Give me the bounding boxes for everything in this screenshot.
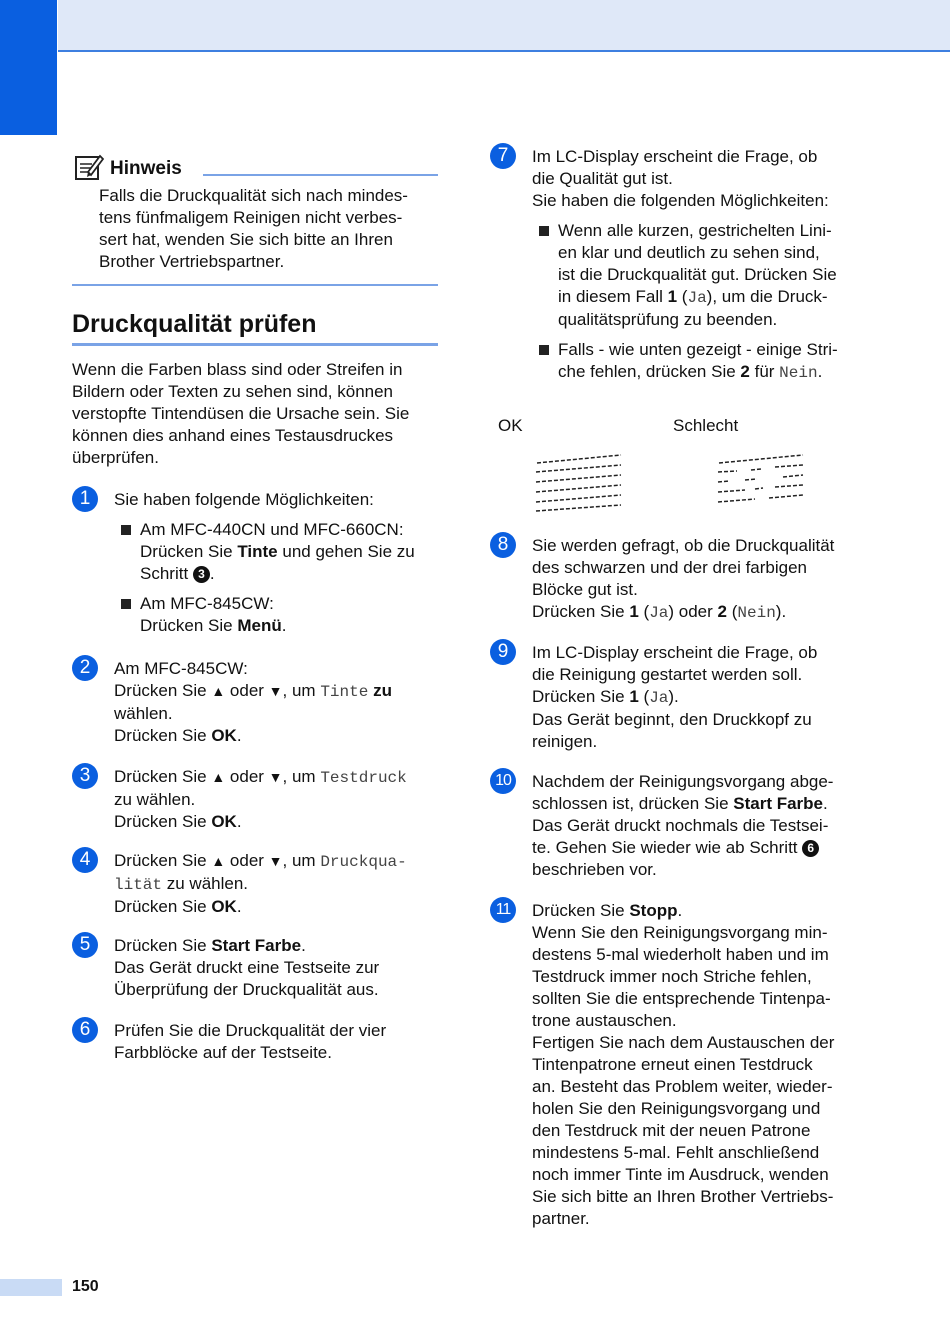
down-arrow-icon: ▼ — [268, 853, 283, 869]
step-10 — [495, 771, 872, 881]
up-arrow-icon: ▲ — [211, 769, 226, 785]
heading-underline — [72, 343, 438, 346]
bullet-line: Falls - wie unten gezeigt - einige Stri- — [558, 340, 838, 359]
step-number: 8 — [490, 532, 516, 558]
up-arrow-icon: ▲ — [211, 683, 226, 699]
step-reference: 3 — [193, 566, 210, 583]
bullet-line: Am MFC-440CN und MFC-660CN: — [140, 520, 404, 539]
bullet-line: qualitätsprüfung zu beenden. — [558, 310, 778, 329]
step-text: Sie haben folgende Möglichkeiten: — [114, 490, 374, 509]
step-7 — [497, 145, 872, 392]
note-divider — [203, 174, 438, 176]
step-line: beschrieben vor. — [532, 860, 657, 879]
step-number: 4 — [72, 847, 98, 873]
good-print-pattern — [533, 449, 625, 513]
step-1 — [79, 488, 444, 645]
step-line: Tintenpatrone erneut einen Testdruck — [532, 1055, 813, 1074]
bullet-line: Am MFC-845CW: — [140, 594, 274, 613]
step-line: lität zu wählen. — [114, 874, 249, 894]
step-line: Testdruck immer noch Striche fehlen, — [532, 967, 812, 986]
step-line: die Reinigung gestartet werden soll. — [532, 665, 803, 684]
step-line: holen Sie den Reinigungsvorgang und — [532, 1099, 821, 1118]
step-number: 11 — [490, 897, 516, 923]
up-arrow-icon: ▲ — [211, 853, 226, 869]
step-line: zu wählen. — [114, 790, 196, 809]
section-heading: Druckqualität prüfen — [72, 310, 317, 338]
step-4 — [79, 849, 444, 918]
step-line: Drücken Sie OK. — [114, 812, 242, 831]
step-line: te. Gehen Sie wieder wie ab Schritt 6 — [532, 837, 872, 859]
bullet-line: che fehlen, drücken Sie 2 für Nein. — [558, 362, 823, 382]
step-line: sollten Sie die entsprechende Tintenpa- — [532, 989, 831, 1008]
step-number: 2 — [72, 655, 98, 681]
step-line: Im LC-Display erscheint die Frage, ob — [532, 643, 818, 662]
page-number: 150 — [72, 1278, 99, 1295]
step-line: Drücken Sie ▲ oder ▼, um Testdruck — [114, 767, 407, 787]
step-8 — [497, 534, 872, 624]
step-line: Drücken Sie Stopp. — [532, 901, 683, 920]
step-line: an. Besteht das Problem weiter, wieder- — [532, 1077, 833, 1096]
note-header — [74, 152, 182, 182]
step-line: Drücken Sie OK. — [114, 897, 242, 916]
note-line: sert hat, wenden Sie sich bitte an Ihren — [99, 230, 393, 249]
step-line: Nachdem der Reinigungsvorgang abge- — [532, 772, 834, 791]
header-bar — [58, 0, 950, 52]
step-number: 7 — [490, 143, 516, 169]
bullet-line: en klar und deutlich zu sehen sind, — [558, 243, 820, 262]
intro-line: überprüfen. — [72, 448, 159, 467]
intro-line: können dies anhand eines Testausdruckes — [72, 426, 394, 445]
step-line: Sie sich bitte an Ihren Brother Vertriebs- — [532, 1187, 834, 1206]
bullet-square-icon — [121, 599, 131, 609]
step-line: destens 5-mal wiederholt haben und im — [532, 945, 829, 964]
bullet-line: Drücken Sie Tinte und gehen Sie zu — [140, 542, 415, 561]
step-number: 9 — [490, 639, 516, 665]
step-9 — [497, 641, 872, 753]
bullet-line: Drücken Sie Menü. — [140, 616, 287, 635]
bullet-line: in diesem Fall 1 (Ja), um die Druck- — [558, 287, 828, 307]
step-line: Das Gerät beginnt, den Druckkopf zu — [532, 710, 812, 729]
step-line: die Qualität gut ist. — [532, 169, 673, 188]
note-line: Falls die Druckqualität sich nach mindes- — [99, 186, 408, 205]
note-pencil-icon — [74, 152, 104, 182]
down-arrow-icon: ▼ — [268, 769, 283, 785]
step-3 — [79, 765, 444, 833]
step-line: Drücken Sie Start Farbe. — [114, 936, 306, 955]
step-line: Fertigen Sie nach dem Austauschen der — [532, 1033, 835, 1052]
step-line: schlossen ist, drücken Sie Start Farbe. — [532, 794, 828, 813]
step-2 — [79, 657, 444, 747]
step-line: Drücken Sie 1 (Ja). — [532, 687, 679, 707]
step-line: Sie werden gefragt, ob die Druckqualität — [532, 536, 835, 555]
intro-line: Bildern oder Texten zu sehen sind, können — [72, 382, 394, 401]
bullet-item — [532, 220, 872, 331]
step-reference: 6 — [802, 840, 819, 857]
bad-print-pattern — [715, 449, 807, 513]
step-number: 3 — [72, 763, 98, 789]
chapter-tab — [0, 0, 57, 135]
bullet-item — [532, 339, 872, 384]
step-line: des schwarzen und der drei farbigen — [532, 558, 807, 577]
step-line: Sie haben die folgenden Möglichkeiten: — [532, 191, 829, 210]
step-line: Prüfen Sie die Druckqualität der vier — [114, 1021, 387, 1040]
step-line: noch immer Tinte im Ausdruck, wenden — [532, 1165, 829, 1184]
step-line: Drücken Sie 1 (Ja) oder 2 (Nein). — [532, 602, 787, 622]
footer-bar — [0, 1279, 62, 1296]
step-line: Am MFC-845CW: — [114, 659, 248, 678]
step-6 — [79, 1019, 444, 1064]
step-5 — [79, 934, 444, 1001]
step-line: partner. — [532, 1209, 590, 1228]
step-number: 10 — [490, 768, 516, 794]
note-line: tens fünfmaligem Reinigen nicht verbes- — [99, 208, 403, 227]
step-line: Das Gerät druckt nochmals die Testsei- — [532, 816, 829, 835]
step-line: Farbblöcke auf der Testseite. — [114, 1043, 332, 1062]
step-line: reinigen. — [532, 732, 598, 751]
label-ok: OK — [498, 416, 523, 435]
step-line: Überprüfung der Druckqualität aus. — [114, 980, 379, 999]
step-line: mindestens 5-mal. Fehlt anschließend — [532, 1143, 820, 1162]
bullet-square-icon — [121, 525, 131, 535]
step-line: Im LC-Display erscheint die Frage, ob — [532, 147, 818, 166]
step-line: Drücken Sie ▲ oder ▼, um Druckqua- — [114, 851, 407, 871]
bullet-line: ist die Druckqualität gut. Drücken Sie — [558, 265, 837, 284]
down-arrow-icon: ▼ — [268, 683, 283, 699]
step-line: trone austauschen. — [532, 1011, 677, 1030]
intro-line: verstopfte Tintendüsen die Ursache sein. Sie — [72, 404, 410, 423]
bullet-square-icon — [539, 226, 549, 236]
step-number: 1 — [72, 486, 98, 512]
intro-paragraph — [72, 359, 442, 469]
note-body — [99, 185, 439, 273]
step-number: 5 — [72, 932, 98, 958]
bullet-square-icon — [539, 345, 549, 355]
intro-line: Wenn die Farben blass sind oder Streifen in — [72, 360, 403, 379]
label-bad: Schlecht — [673, 416, 739, 435]
step-line: Blöcke gut ist. — [532, 580, 638, 599]
bullet-item — [114, 519, 444, 585]
step-11 — [495, 900, 872, 1230]
note-bottom-divider — [72, 284, 438, 286]
bullet-item — [114, 593, 444, 637]
step-line: Wenn Sie den Reinigungsvorgang min- — [532, 923, 828, 942]
step-line: Drücken Sie ▲ oder ▼, um Tinte zu — [114, 681, 392, 701]
step-line: wählen. — [114, 704, 173, 723]
note-title: Hinweis — [110, 158, 182, 179]
step-number: 6 — [72, 1017, 98, 1043]
step-line: Drücken Sie OK. — [114, 726, 242, 745]
bullet-line: Schritt 3 . — [140, 564, 215, 583]
step-line: den Testdruck mit der neuen Patrone — [532, 1121, 811, 1140]
note-line: Brother Vertriebspartner. — [99, 252, 285, 271]
bullet-line: Wenn alle kurzen, gestrichelten Lini- — [558, 221, 832, 240]
step-line: Das Gerät druckt eine Testseite zur — [114, 958, 380, 977]
